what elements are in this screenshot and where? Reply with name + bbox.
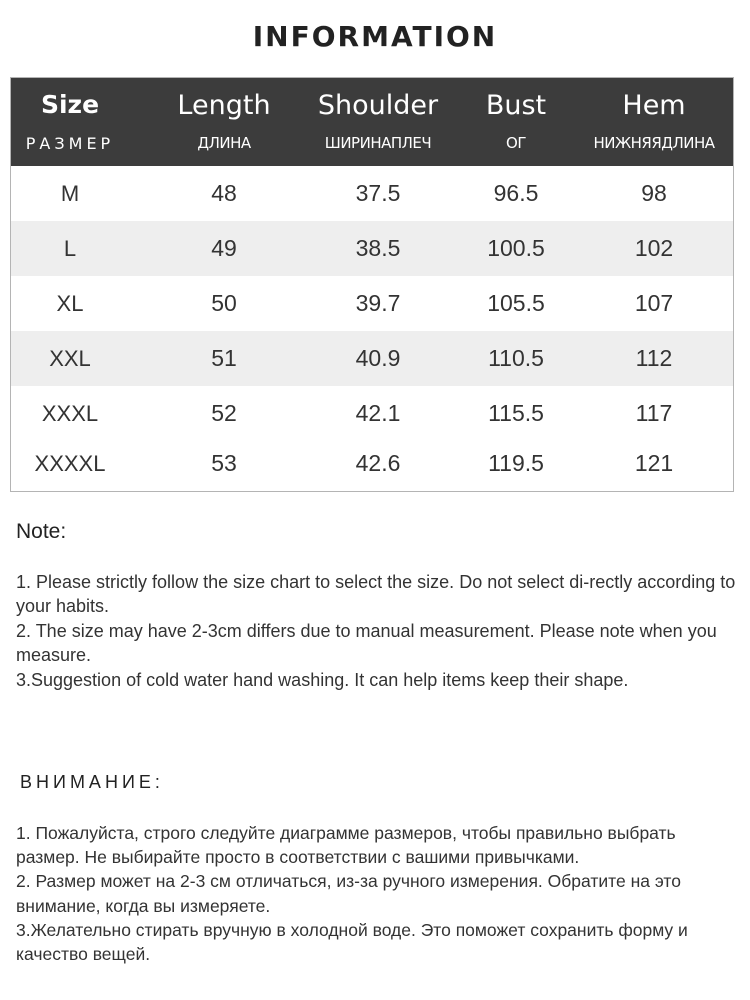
cell-hem: 98	[641, 180, 667, 206]
header-shoulder-en: Shoulder	[317, 90, 439, 121]
header-hem	[574, 78, 734, 166]
note-list	[16, 570, 736, 692]
cell-length: 52	[211, 400, 237, 426]
note-item: 1. Please strictly follow the size chart to select the size. Do not select di-rectly according to your habits.	[16, 572, 736, 617]
ru-note-item: 3.Желательно стирать вручную в холодной воде. Это поможет сохранить форму и качество вещей.	[16, 919, 688, 965]
table-row	[11, 166, 733, 221]
cell-size: L	[63, 236, 77, 261]
cell-shoulder: 38.5	[355, 235, 401, 261]
header-length-en: Length	[177, 90, 271, 121]
table-header	[11, 78, 733, 166]
header-shoulder	[303, 78, 453, 166]
cell-hem: 102	[634, 235, 674, 261]
header-size-ru: РАЗМЕР	[25, 134, 115, 153]
page-title: INFORMATION	[252, 20, 498, 53]
cell-size: XXL	[49, 346, 91, 371]
table-row	[11, 386, 733, 441]
header-bust	[441, 78, 591, 166]
header-size	[11, 78, 129, 166]
cell-shoulder: 42.6	[355, 450, 401, 476]
cell-shoulder: 40.9	[355, 345, 401, 371]
ru-note-list	[16, 821, 741, 966]
table-row	[11, 276, 733, 331]
note-item: 2. The size may have 2-3cm differs due to manual measurement. Please note when you measure.	[16, 620, 717, 666]
header-hem-ru: НИЖНЯЯДЛИНА	[593, 134, 715, 152]
header-size-en: Size	[40, 90, 100, 119]
ru-note-item: 1. Пожалуйста, строго следуйте диаграмме размеров, чтобы правильно выбрать размер. Не выбирайте просто в соответствии с вашими привычками.	[16, 823, 676, 868]
cell-shoulder: 39.7	[355, 290, 401, 316]
cell-bust: 110.5	[488, 345, 544, 371]
cell-hem: 117	[635, 400, 673, 426]
header-bust-en: Bust	[485, 90, 547, 121]
cell-bust: 96.5	[493, 180, 539, 206]
header-length	[149, 78, 299, 166]
header-length-ru: ДЛИНА	[197, 134, 251, 152]
table-row	[11, 221, 733, 276]
header-shoulder-ru: ШИРИНАПЛЕЧ	[324, 134, 432, 152]
cell-length: 53	[211, 450, 237, 476]
ru-note-item: 2. Размер может на 2-3 см отличаться, из-за ручного измерения. Обратите на это внимание, когда вы измеряете.	[16, 871, 681, 916]
cell-length: 49	[211, 235, 237, 261]
cell-size: M	[60, 181, 80, 206]
cell-bust: 115.5	[488, 400, 544, 426]
cell-bust: 105.5	[487, 290, 545, 316]
note-item: 3.Suggestion of cold water hand washing. It can help items keep their shape.	[16, 669, 629, 690]
header-hem-en: Hem	[622, 90, 686, 121]
size-chart-table	[10, 77, 734, 492]
table-row	[11, 436, 733, 491]
table-row	[11, 331, 733, 386]
cell-hem: 121	[634, 450, 674, 476]
cell-size: XXXL	[41, 401, 99, 426]
cell-hem: 112	[635, 345, 673, 371]
cell-size: XL	[56, 291, 84, 316]
cell-size: XXXXL	[34, 451, 106, 476]
cell-shoulder: 37.5	[355, 180, 401, 206]
cell-shoulder: 42.1	[355, 400, 401, 426]
cell-length: 50	[211, 290, 237, 316]
cell-hem: 107	[634, 290, 674, 316]
cell-bust: 119.5	[488, 450, 544, 476]
cell-length: 51	[211, 345, 237, 371]
header-bust-ru: ОГ	[506, 134, 526, 152]
note-heading: Note:	[16, 520, 67, 543]
cell-length: 48	[211, 180, 237, 206]
cell-bust: 100.5	[487, 235, 545, 261]
ru-note-heading: ВНИМАНИЕ:	[20, 772, 164, 792]
